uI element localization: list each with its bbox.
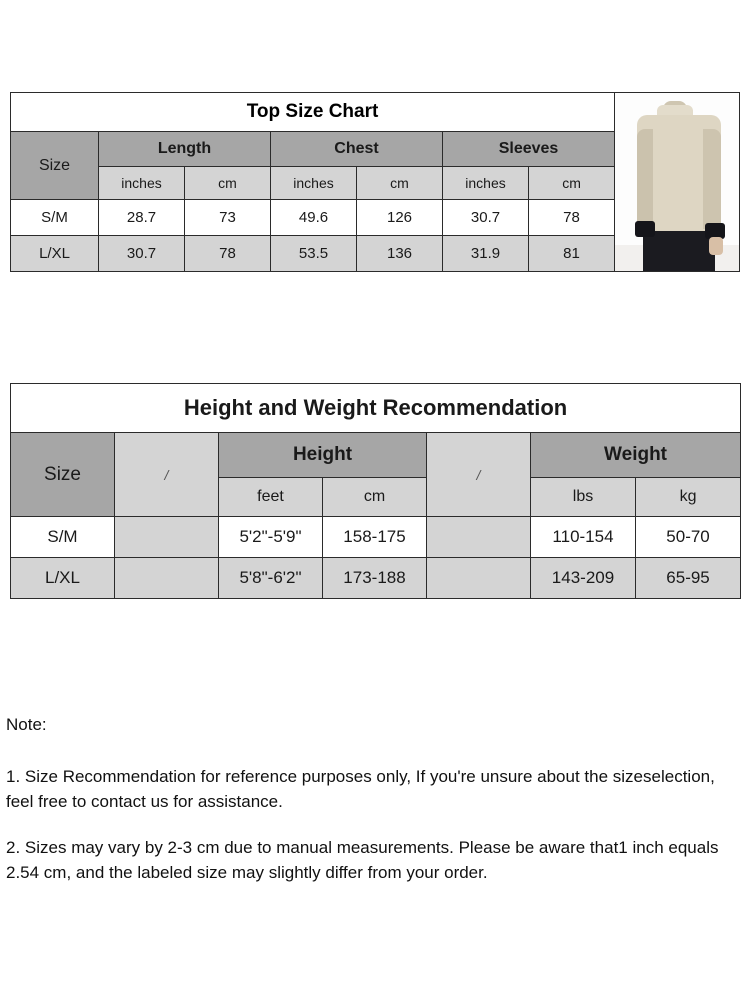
height-weight-table (10, 383, 741, 599)
top-chart-cell: 30.7 (99, 236, 185, 272)
top-chart-cell: 78 (185, 236, 271, 272)
hw-title: Height and Weight Recommendation (11, 384, 741, 433)
top-chart-cell: 53.5 (271, 236, 357, 272)
top-chart-cell: 49.6 (271, 200, 357, 236)
hw-cell-height-cm: 158-175 (323, 517, 427, 558)
hw-group-weight: Weight (531, 433, 741, 478)
top-chart-cell: 126 (357, 200, 443, 236)
hw-slash-left: / (115, 433, 219, 517)
notes-section (6, 712, 744, 906)
hw-cell-weight-kg: 65-95 (636, 558, 741, 599)
notes-heading: Note: (6, 715, 47, 734)
hw-row-size: L/XL (11, 558, 115, 599)
top-chart-title: Top Size Chart (11, 93, 615, 132)
top-chart-row-size: L/XL (11, 236, 99, 272)
top-size-chart-section (10, 92, 740, 272)
photo-cuff-left (635, 221, 655, 237)
top-chart-cell: 81 (529, 236, 615, 272)
hw-cell-weight-kg: 50-70 (636, 517, 741, 558)
top-chart-cell: 28.7 (99, 200, 185, 236)
hw-cell-height-feet: 5'2"-5'9" (219, 517, 323, 558)
hw-cell-weight-lbs: 143-209 (531, 558, 636, 599)
photo-jacket-shade-right (703, 129, 721, 229)
hw-row-spacer-left (115, 517, 219, 558)
top-chart-row-size: S/M (11, 200, 99, 236)
table-row (11, 200, 615, 236)
hw-cell-weight-lbs: 110-154 (531, 517, 636, 558)
note-item-1: 1. Size Recommendation for reference purposes only, If you're unsure about the sizeselection, feel free to contact us for assistance. (6, 766, 715, 811)
top-chart-cell: 30.7 (443, 200, 529, 236)
table-row (11, 558, 741, 599)
top-chart-group-chest: Chest (271, 132, 443, 167)
top-chart-size-header: Size (11, 132, 99, 200)
top-chart-group-sleeves: Sleeves (443, 132, 615, 167)
top-chart-cell: 31.9 (443, 236, 529, 272)
product-photo (615, 92, 740, 272)
top-chart-group-length: Length (99, 132, 271, 167)
hw-unit-weight-kg: kg (636, 478, 741, 517)
photo-hand (709, 237, 723, 255)
top-chart-unit-sleeves-inches: inches (443, 167, 529, 200)
table-row (11, 236, 615, 272)
product-photo-image (615, 93, 739, 271)
top-chart-unit-length-inches: inches (99, 167, 185, 200)
hw-row-size: S/M (11, 517, 115, 558)
note-item-2: 2. Sizes may vary by 2-3 cm due to manual measurements. Please be aware that1 inch equals 2.54 cm, and the labeled size may slightly differ from your order. (6, 837, 719, 882)
top-chart-cell: 78 (529, 200, 615, 236)
top-chart-unit-chest-inches: inches (271, 167, 357, 200)
top-chart-unit-sleeves-cm: cm (529, 167, 615, 200)
hw-group-height: Height (219, 433, 427, 478)
hw-unit-weight-lbs: lbs (531, 478, 636, 517)
top-chart-unit-chest-cm: cm (357, 167, 443, 200)
hw-cell-height-feet: 5'8"-6'2" (219, 558, 323, 599)
hw-row-spacer-left (115, 558, 219, 599)
top-chart-cell: 73 (185, 200, 271, 236)
hw-slash-right: / (427, 433, 531, 517)
hw-row-spacer-right (427, 517, 531, 558)
table-row (11, 517, 741, 558)
photo-jacket-shade-left (637, 129, 653, 229)
top-size-chart-table (10, 92, 615, 272)
top-chart-cell: 136 (357, 236, 443, 272)
hw-row-spacer-right (427, 558, 531, 599)
hw-unit-height-feet: feet (219, 478, 323, 517)
top-chart-unit-length-cm: cm (185, 167, 271, 200)
hw-size-header: Size (11, 433, 115, 517)
hw-unit-height-cm: cm (323, 478, 427, 517)
hw-cell-height-cm: 173-188 (323, 558, 427, 599)
